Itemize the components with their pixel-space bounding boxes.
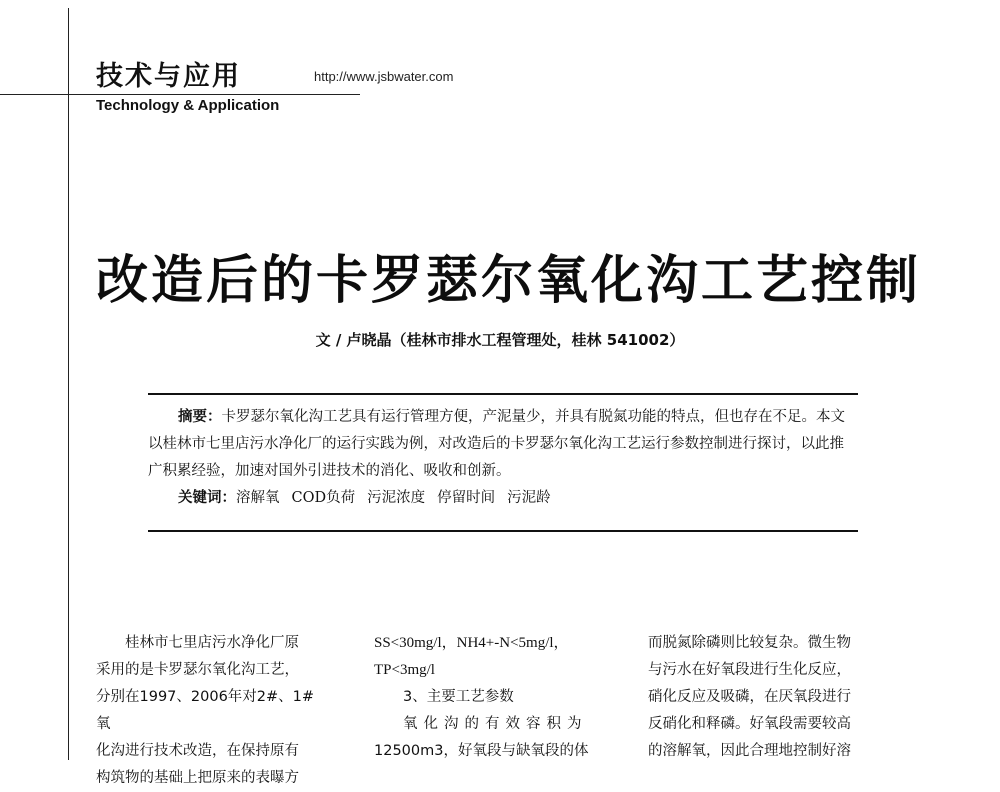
byline: 文 / 卢晓晶（桂林市排水工程管理处，桂林 541002） (315, 331, 685, 349)
body-line: 反硝化和释磷。好氧段需要较高 (648, 716, 851, 732)
body-column-2 (374, 630, 606, 765)
body-line: 分别在1997、2006年对2#、1#氧 (96, 689, 315, 732)
body-line: 12500m3，好氧段与缺氧段的体 (374, 743, 589, 759)
abstract-paragraph (148, 404, 858, 485)
header-rule (0, 94, 360, 95)
subsection-heading: 3、主要工艺参数 (403, 689, 514, 705)
body-line: 硝化反应及吸磷，在厌氧段进行 (648, 689, 851, 705)
keyword-item: 污泥浓度 (367, 490, 426, 506)
keywords-line (148, 485, 858, 512)
abstract-rule-top (148, 393, 858, 395)
keyword-item: COD负荷 (291, 490, 356, 506)
margin-rule (68, 8, 69, 760)
body-line: TP<3mg/l (374, 662, 435, 678)
body-line: SS<30mg/l，NH4+-N<5mg/l， (374, 635, 569, 651)
body-line: 氧化沟的有效容积为 (403, 716, 588, 732)
body-line: 与污水在好氧段进行生化反应， (648, 662, 851, 678)
body-line: 采用的是卡罗瑟尔氧化沟工艺， (96, 662, 299, 678)
section-subtitle: Technology & Application (96, 97, 280, 114)
keywords-label: 关键词： (178, 490, 236, 506)
keyword-item: 溶解氧 (236, 490, 280, 506)
keyword-item: 污泥龄 (507, 490, 551, 506)
body-line: 的溶解氧，因此合理地控制好溶 (648, 743, 851, 759)
keyword-item: 停留时间 (437, 490, 496, 506)
abstract-rule-bottom (148, 530, 858, 532)
abstract-label: 摘要： (178, 409, 222, 425)
body-line: 构筑物的基础上把原来的表曝方 (96, 770, 299, 786)
body-column-3 (648, 630, 880, 765)
body-line: 桂林市七里店污水净化厂原 (125, 635, 299, 651)
body-line: 而脱氮除磷则比较复杂。微生物 (648, 635, 851, 651)
body-column-1 (96, 630, 328, 792)
section-title: 技术与应用 (96, 61, 241, 92)
article-title: 改造后的卡罗瑟尔氧化沟工艺控制 (96, 250, 922, 311)
body-line: 化沟进行技术改造，在保持原有 (96, 743, 299, 759)
journal-url[interactable]: http://www.jsbwater.com (314, 69, 454, 84)
abstract-block (148, 404, 858, 512)
abstract-text: 卡罗瑟尔氧化沟工艺具有运行管理方便，产泥量少，并具有脱氮功能的特点，但也存在不足。本文以桂林市七里店污水净化厂的运行实践为例，对改造后的卡罗瑟尔氧化沟工艺运行参数控制进行探讨，以此推广积累经验，加速对国外引进技术的消化、吸收和创新。 (148, 409, 845, 479)
